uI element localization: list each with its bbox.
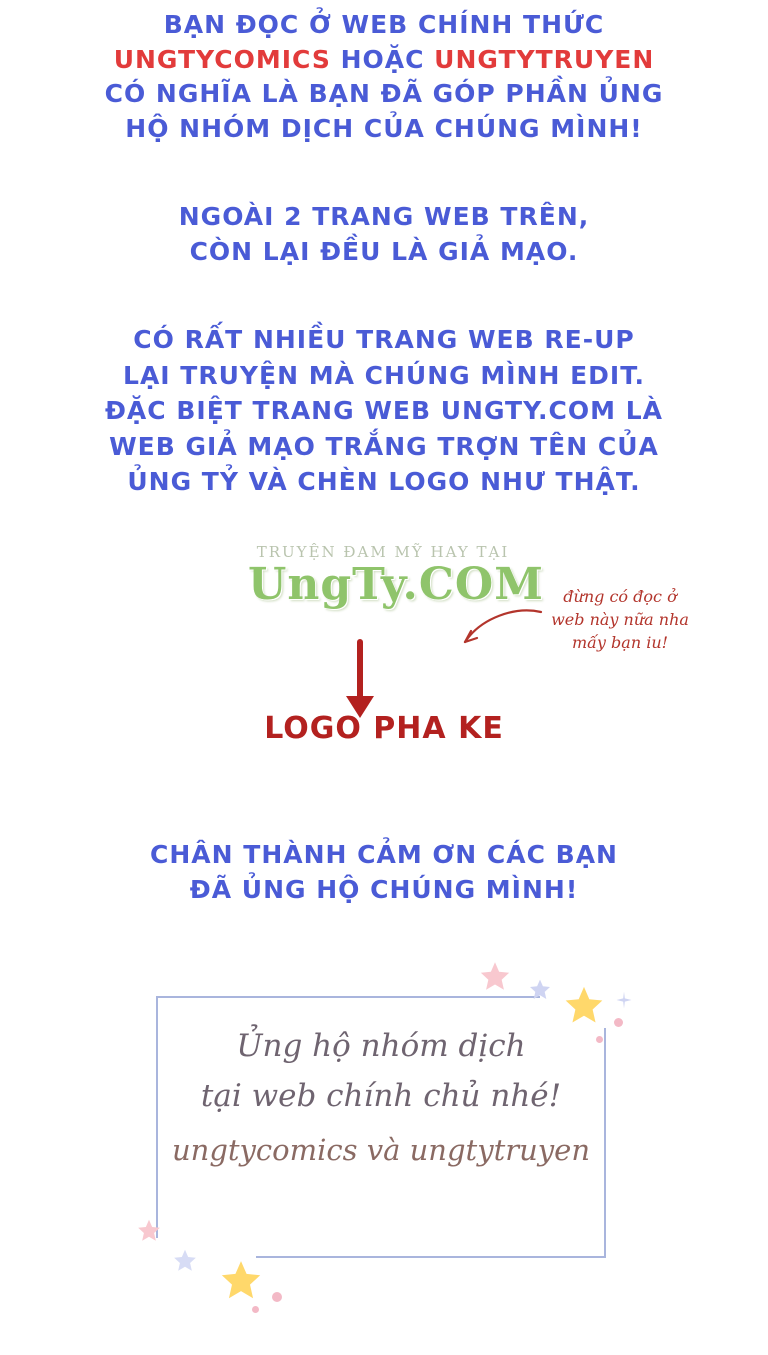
notice-line: WEB GIẢ MẠO TRẮNG TRỢN TÊN CỦA xyxy=(109,431,659,461)
notice-block-thanks xyxy=(0,838,768,907)
fake-logo-illustration xyxy=(0,543,768,813)
star-decoration-icon xyxy=(136,1218,162,1244)
handwritten-note-line: mấy bạn iu! xyxy=(571,633,669,653)
handwritten-warning-note xyxy=(530,585,710,655)
star-decoration-icon xyxy=(172,1248,198,1274)
dot-decoration xyxy=(252,1306,259,1313)
notice-block-fake-warning xyxy=(0,200,768,269)
fake-logo-subtitle: TRUYỆN ĐAM MỸ HAY TẠI xyxy=(256,543,510,561)
fake-logo-wordmark: UngTy.COM xyxy=(248,559,544,610)
fake-logo-caption: LOGO PHA KE xyxy=(264,711,504,746)
notice-line: HỘ NHÓM DỊCH CỦA CHÚNG MÌNH! xyxy=(125,113,643,143)
conjunction-hoac: HOẶC xyxy=(330,44,435,74)
notice-line-with-highlights xyxy=(0,43,768,78)
notice-line: ĐÃ ỦNG HỘ CHÚNG MÌNH! xyxy=(189,874,579,904)
dot-decoration xyxy=(596,1036,603,1043)
handwritten-note-line: web này nữa nha xyxy=(551,610,689,630)
star-decoration-icon xyxy=(478,960,512,994)
notice-line: BẠN ĐỌC Ở WEB CHÍNH THỨC xyxy=(163,10,605,39)
notice-block-official-sites xyxy=(0,8,768,146)
handwritten-note-line: đừng có đọc ở xyxy=(563,587,677,606)
support-card-text xyxy=(156,1022,606,1174)
support-card-line-2: tại web chính chủ nhé! xyxy=(200,1077,562,1114)
notice-line: CÒN LẠI ĐỀU LÀ GIẢ MẠO. xyxy=(189,236,579,266)
notice-line: CHÂN THÀNH CẢM ƠN CÁC BẠN xyxy=(150,840,618,869)
support-card-line-1: Ủng hộ nhóm dịch xyxy=(236,1028,526,1064)
notice-block-reupload-warning xyxy=(0,322,768,500)
dot-decoration xyxy=(272,1292,282,1302)
site-name-ungtytruyen: UNGTYTRUYEN xyxy=(434,44,655,74)
notice-line: ĐẶC BIỆT TRANG WEB UNGTY.COM LÀ xyxy=(104,396,664,425)
star-decoration-icon xyxy=(614,990,634,1010)
site-name-ungtycomics: UNGTYCOMICS xyxy=(113,44,331,74)
support-card-line-3: ungtycomics và ungtytruyen xyxy=(171,1133,591,1168)
star-decoration-icon xyxy=(562,984,606,1028)
notice-line: NGOÀI 2 TRANG WEB TRÊN, xyxy=(178,202,590,231)
notice-line: CÓ NGHĨA LÀ BẠN ĐÃ GÓP PHẦN ỦNG xyxy=(104,79,664,108)
notice-line: LẠI TRUYỆN MÀ CHÚNG MÌNH EDIT. xyxy=(123,360,645,390)
notice-line: ỦNG TỶ VÀ CHÈN LOGO NHƯ THẬT. xyxy=(127,467,641,496)
star-decoration-icon xyxy=(528,978,552,1002)
dot-decoration xyxy=(614,1018,623,1027)
star-decoration-icon xyxy=(218,1258,264,1304)
notice-line: CÓ RẤT NHIỀU TRANG WEB RE-UP xyxy=(133,325,635,354)
